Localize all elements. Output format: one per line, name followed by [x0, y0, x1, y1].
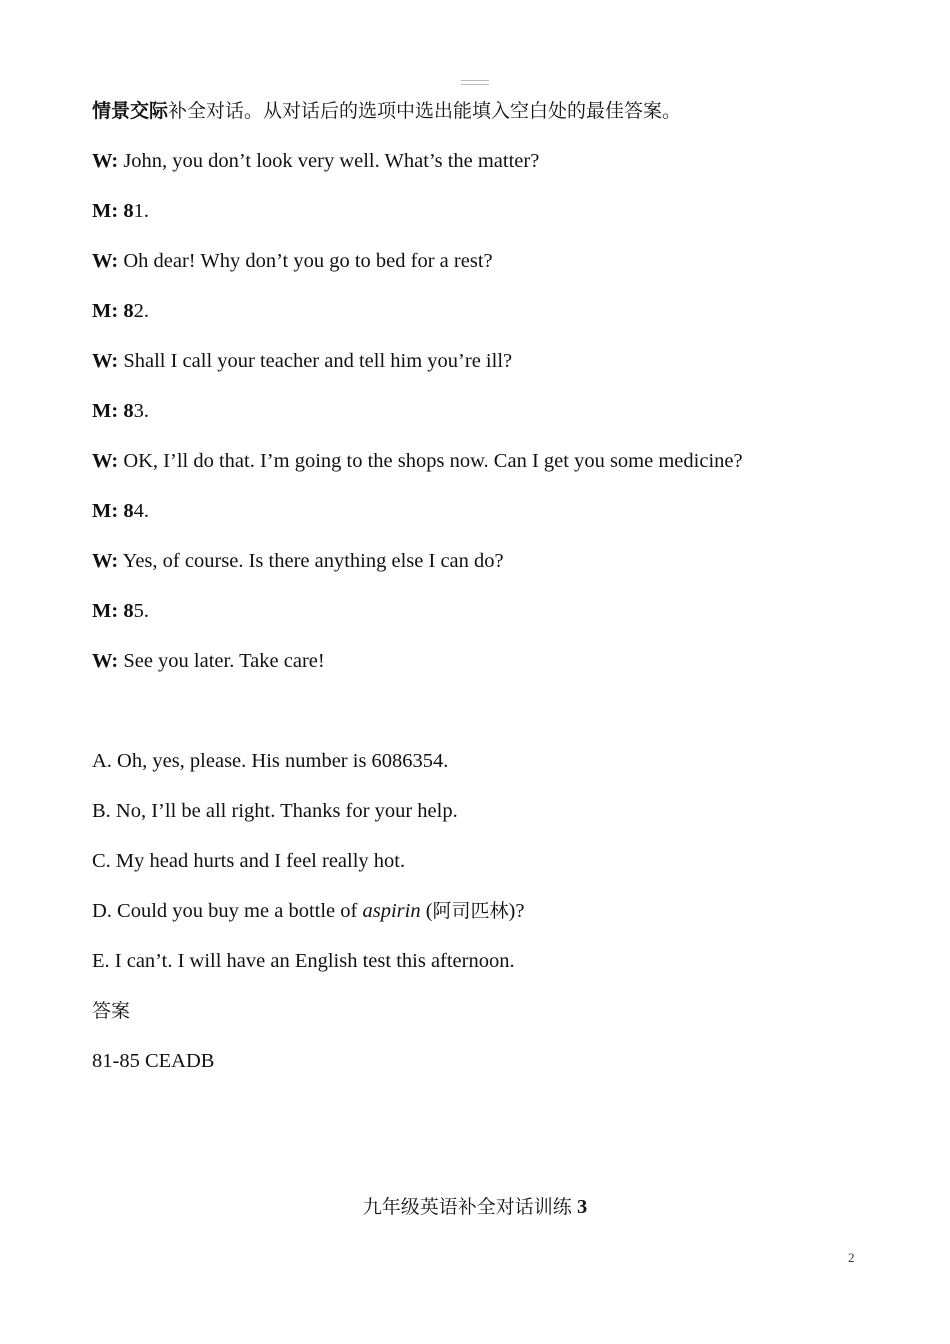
option-d-text: D. Could you buy me a bottle of — [92, 900, 363, 922]
speaker-label: M: — [92, 300, 119, 322]
heading-bold: 情景交际 — [92, 100, 169, 122]
dialogue-text: Yes, of course. Is there anything else I can do? — [118, 550, 504, 572]
blank-number-prefix: 8 — [118, 500, 134, 522]
speaker-label: M: — [92, 500, 119, 522]
dialogue-line — [92, 542, 872, 592]
option-d — [92, 892, 872, 942]
dialogue-text: 5. — [133, 600, 149, 622]
dialogue-line — [92, 142, 872, 192]
dialogue-text: 1. — [133, 200, 149, 222]
speaker-label: W: — [92, 150, 119, 172]
option-e: E. I can’t. I will have an English test this afternoon. — [92, 950, 515, 972]
next-section-title — [0, 1188, 950, 1226]
dialogue-text: OK, I’ll do that. I’m going to the shops now. Can I get you some medicine? — [118, 450, 743, 472]
blank-number-prefix: 8 — [118, 200, 134, 222]
speaker-label: M: — [92, 400, 119, 422]
next-section-title-text: 九年级英语补全对话训练 — [362, 1196, 572, 1218]
option-d-paren-close: )? — [508, 900, 525, 922]
speaker-label: W: — [92, 550, 119, 572]
blank-number-prefix: 8 — [118, 400, 134, 422]
option-a: A. Oh, yes, please. His number is 6086354. — [92, 750, 449, 772]
speaker-label: W: — [92, 350, 119, 372]
option-d-chinese-gloss: 阿司匹林 — [432, 900, 509, 922]
answer-label — [92, 992, 872, 1042]
speaker-label: M: — [92, 200, 119, 222]
option-b: B. No, I’ll be all right. Thanks for your help. — [92, 800, 458, 822]
dialogue-line — [92, 492, 872, 542]
dialogue-text: Shall I call your teacher and tell him you’re ill? — [118, 350, 513, 372]
dialogue-line — [92, 442, 872, 492]
dialogue-text: See you later. Take care! — [118, 650, 325, 672]
document-body — [92, 92, 872, 1092]
section-heading — [92, 92, 872, 142]
answer-value: 81-85 CEADB — [92, 1050, 215, 1072]
dialogue-line — [92, 342, 872, 392]
next-section-number: 3 — [571, 1196, 588, 1218]
header-rule — [461, 80, 489, 85]
dialogue-line — [92, 292, 872, 342]
dialogue-line — [92, 392, 872, 442]
dialogue-line — [92, 192, 872, 242]
speaker-label: W: — [92, 250, 119, 272]
dialogue-text: 4. — [133, 500, 149, 522]
dialogue-text: 3. — [133, 400, 149, 422]
speaker-label: W: — [92, 650, 119, 672]
speaker-label: M: — [92, 600, 119, 622]
option-c: C. My head hurts and I feel really hot. — [92, 850, 406, 872]
dialogue-text: Oh dear! Why don’t you go to bed for a rest? — [118, 250, 493, 272]
option-d-paren-open: ( — [420, 900, 433, 922]
dialogue-text: John, you don’t look very well. What’s the matter? — [118, 150, 540, 172]
dialogue-line — [92, 592, 872, 642]
heading-instruction: 补全对话。从对话后的选项中选出能填入空白处的最佳答案。 — [168, 100, 682, 122]
blank-spacer — [92, 692, 872, 742]
page-number: 2 — [848, 1250, 855, 1265]
dialogue-line — [92, 642, 872, 692]
dialogue-text: 2. — [133, 300, 149, 322]
answer-label-text: 答案 — [92, 1000, 131, 1022]
blank-number-prefix: 8 — [118, 300, 134, 322]
dialogue-line — [92, 242, 872, 292]
speaker-label: W: — [92, 450, 119, 472]
blank-number-prefix: 8 — [118, 600, 134, 622]
option-d-italic-word: aspirin — [362, 900, 421, 922]
